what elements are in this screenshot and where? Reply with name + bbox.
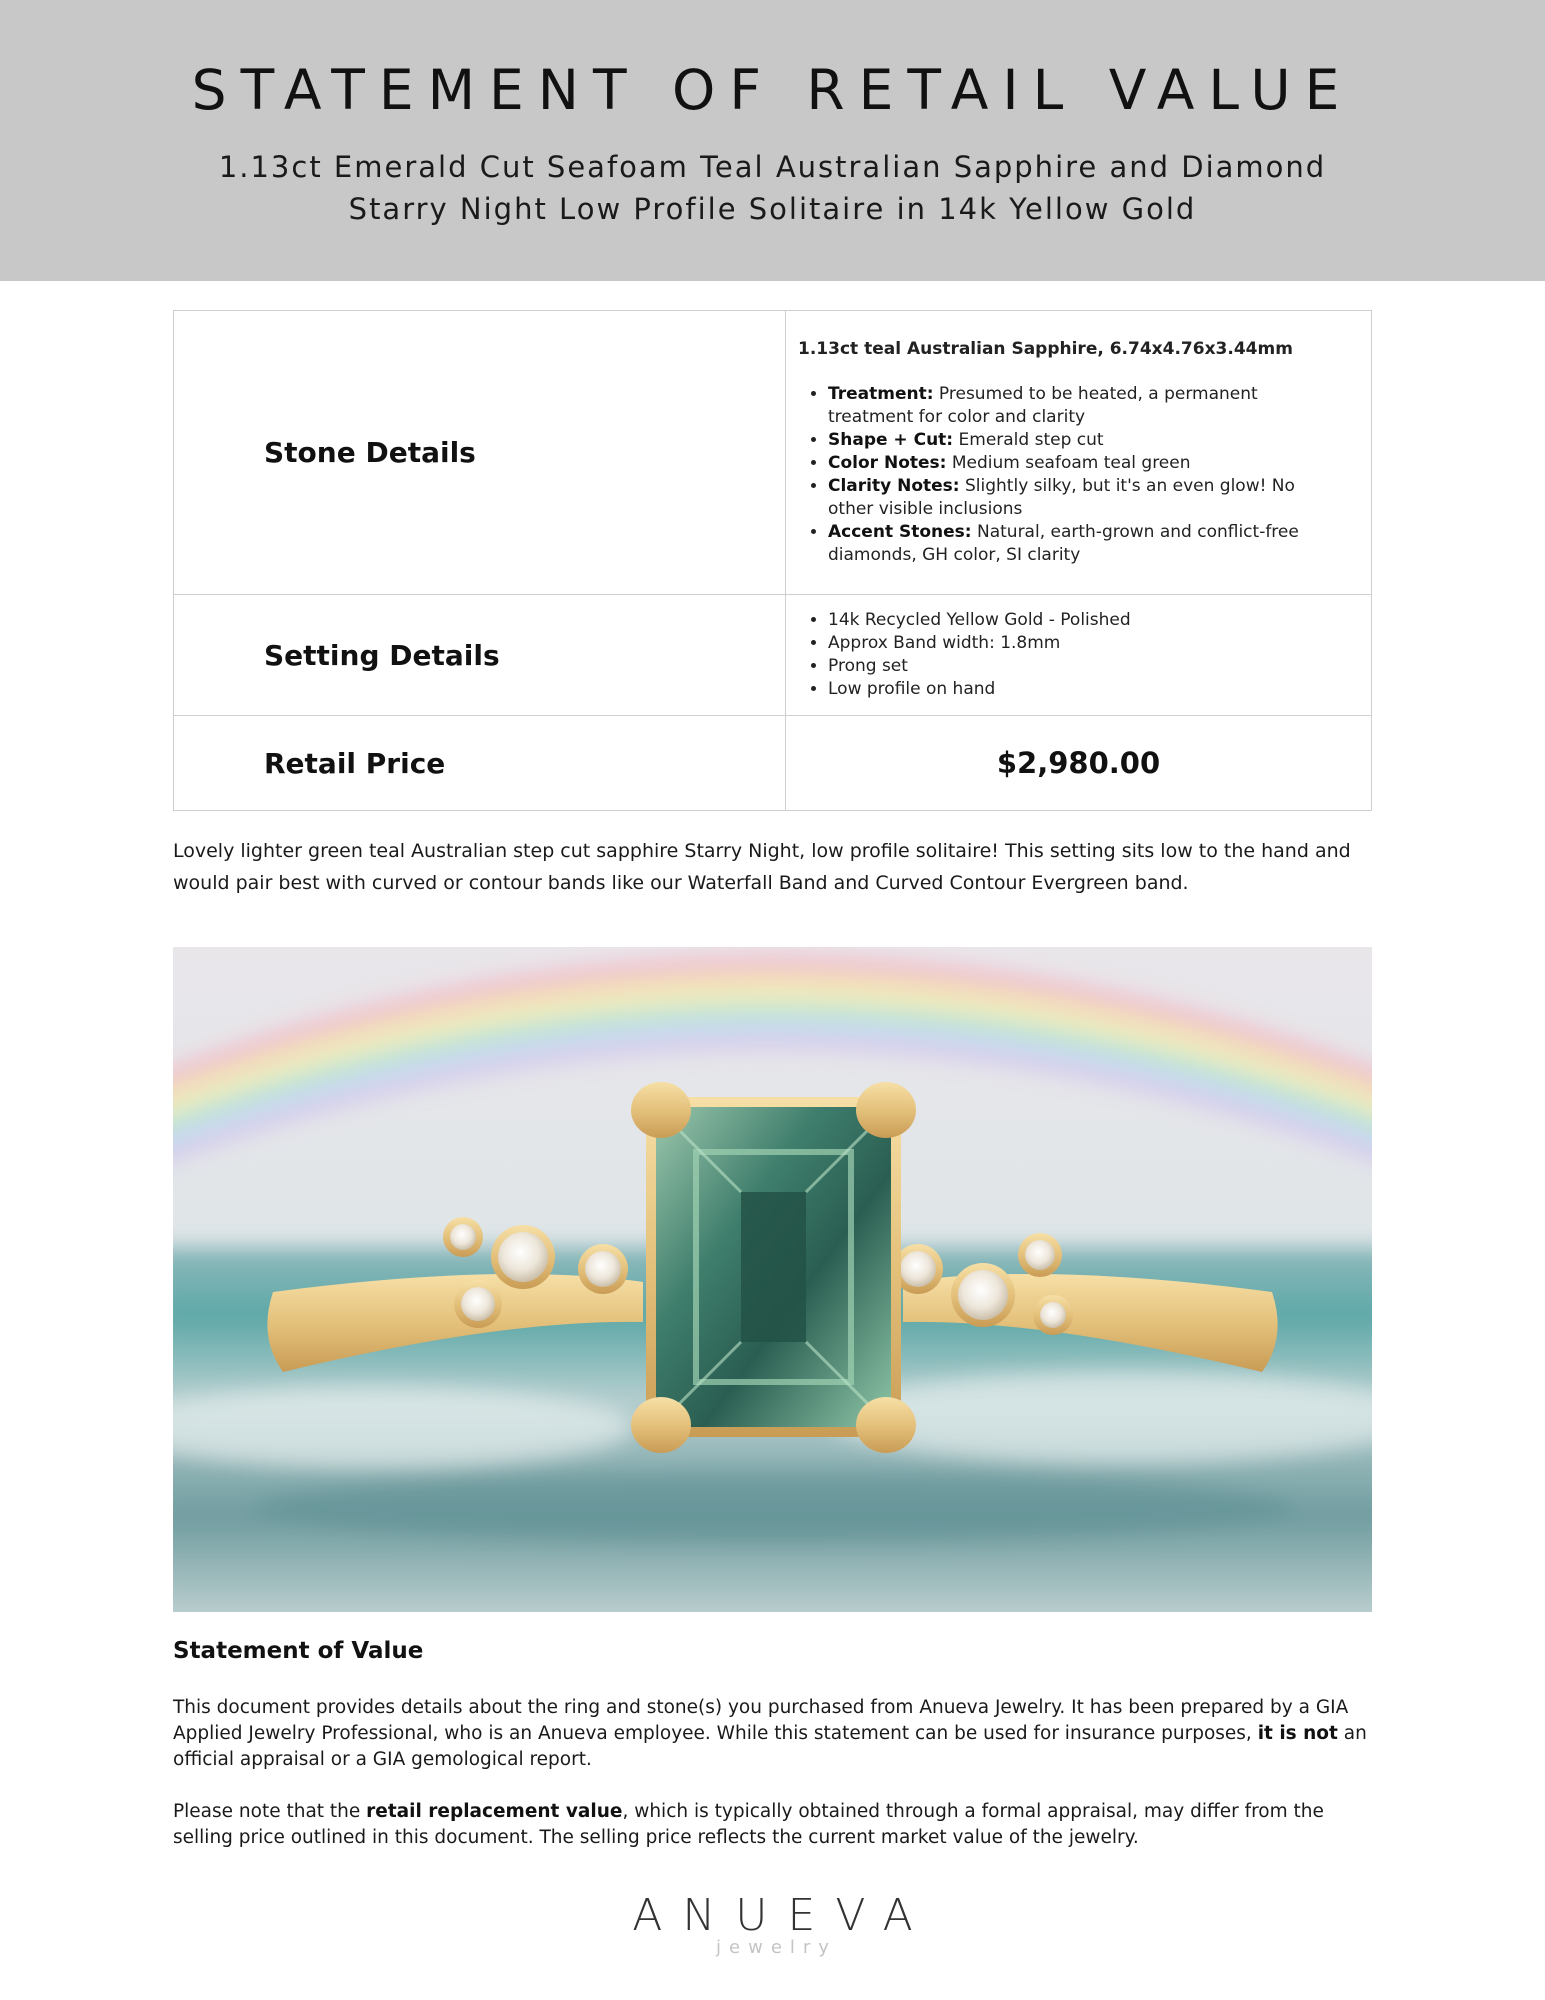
paragraph-bold-text: retail replacement value bbox=[366, 1801, 623, 1822]
paragraph-text: This document provides details about the ring and stone(s) you purchased from Anueva Jewelry. It has been prepared by a GIA Applied Jewelry Professional, who is an Anueva employee. While this statement can be used for insurance purposes, bbox=[173, 1697, 1349, 1744]
subtitle-line-2: Starry Night Low Profile Solitaire in 14k Yellow Gold bbox=[348, 192, 1197, 226]
paragraph-text: , which is typically obtained through a formal appraisal, may differ from the selling price outlined in this document. The selling price reflects the current market value of the jewelry. bbox=[173, 1801, 1324, 1848]
anueva-logo bbox=[0, 1890, 1545, 1958]
stone-details-value bbox=[786, 311, 1372, 595]
list-item: • Approx Band width: 1.8mm bbox=[828, 632, 1343, 655]
stone-details-row bbox=[174, 311, 1372, 595]
stone-heading: 1.13ct teal Australian Sapphire, 6.74x4.76x3.44mm bbox=[798, 339, 1293, 359]
product-description: Lovely lighter green teal Australian step cut sapphire Starry Night, low profile solitaire! This setting sits low to the hand and would pair best with curved or contour bands like our Waterfall Band and Curved Contour Evergreen band. bbox=[173, 840, 1351, 894]
paragraph-text: Please note that the bbox=[173, 1801, 367, 1822]
setting-details-label: Setting Details bbox=[174, 595, 786, 716]
statement-of-value-title: Statement of Value bbox=[173, 1638, 424, 1664]
detail-value: Presumed to be heated, a permanent treatment for color and clarity bbox=[828, 384, 1258, 427]
retail-price-row bbox=[174, 716, 1372, 811]
subtitle-line-1: 1.13ct Emerald Cut Seafoam Teal Australian Sapphire and Diamond bbox=[218, 150, 1327, 184]
detail-value: Emerald step cut bbox=[953, 430, 1104, 450]
retail-price-value: $2,980.00 bbox=[786, 716, 1372, 811]
statement-paragraph-2 bbox=[173, 1799, 1378, 1851]
stone-details-list bbox=[798, 383, 1343, 567]
list-item bbox=[828, 383, 1343, 429]
details-table bbox=[173, 310, 1372, 811]
stone-details-label: Stone Details bbox=[174, 311, 786, 595]
detail-key: Treatment: bbox=[828, 384, 934, 404]
list-item bbox=[828, 429, 1343, 452]
ring-photo bbox=[173, 947, 1372, 1612]
retail-price-label: Retail Price bbox=[174, 716, 786, 811]
list-item bbox=[828, 475, 1343, 521]
setting-details-row bbox=[174, 595, 1372, 716]
detail-key: Accent Stones: bbox=[828, 522, 972, 542]
list-item: • Low profile on hand bbox=[828, 678, 1343, 701]
detail-value: Slightly silky, but it's an even glow! No other visible inclusions bbox=[828, 476, 1295, 519]
paragraph-text: an official appraisal or a GIA gemological report. bbox=[173, 1723, 1367, 1770]
setting-details-value bbox=[786, 595, 1372, 716]
page-title: STATEMENT OF RETAIL VALUE bbox=[191, 58, 1354, 122]
list-item bbox=[828, 521, 1343, 567]
logo-wordmark: ANUEVA bbox=[632, 1890, 933, 1941]
detail-key: Color Notes: bbox=[828, 453, 947, 473]
setting-details-list bbox=[798, 609, 1343, 701]
ring-illustration bbox=[173, 947, 1372, 1612]
header-banner bbox=[0, 0, 1545, 281]
statement-paragraph-1 bbox=[173, 1695, 1378, 1773]
detail-value: Natural, earth-grown and conflict-free diamonds, GH color, SI clarity bbox=[828, 522, 1299, 565]
paragraph-bold-text: it is not bbox=[1257, 1723, 1338, 1744]
detail-key: Shape + Cut: bbox=[828, 430, 954, 450]
logo-subtext: jewelry bbox=[716, 1937, 837, 1958]
list-item: • 14k Recycled Yellow Gold - Polished bbox=[828, 609, 1343, 632]
list-item bbox=[828, 452, 1343, 475]
detail-value: Medium seafoam teal green bbox=[946, 453, 1191, 473]
detail-key: Clarity Notes: bbox=[828, 476, 960, 496]
list-item: • Prong set bbox=[828, 655, 1343, 678]
product-subtitle bbox=[0, 146, 1545, 230]
